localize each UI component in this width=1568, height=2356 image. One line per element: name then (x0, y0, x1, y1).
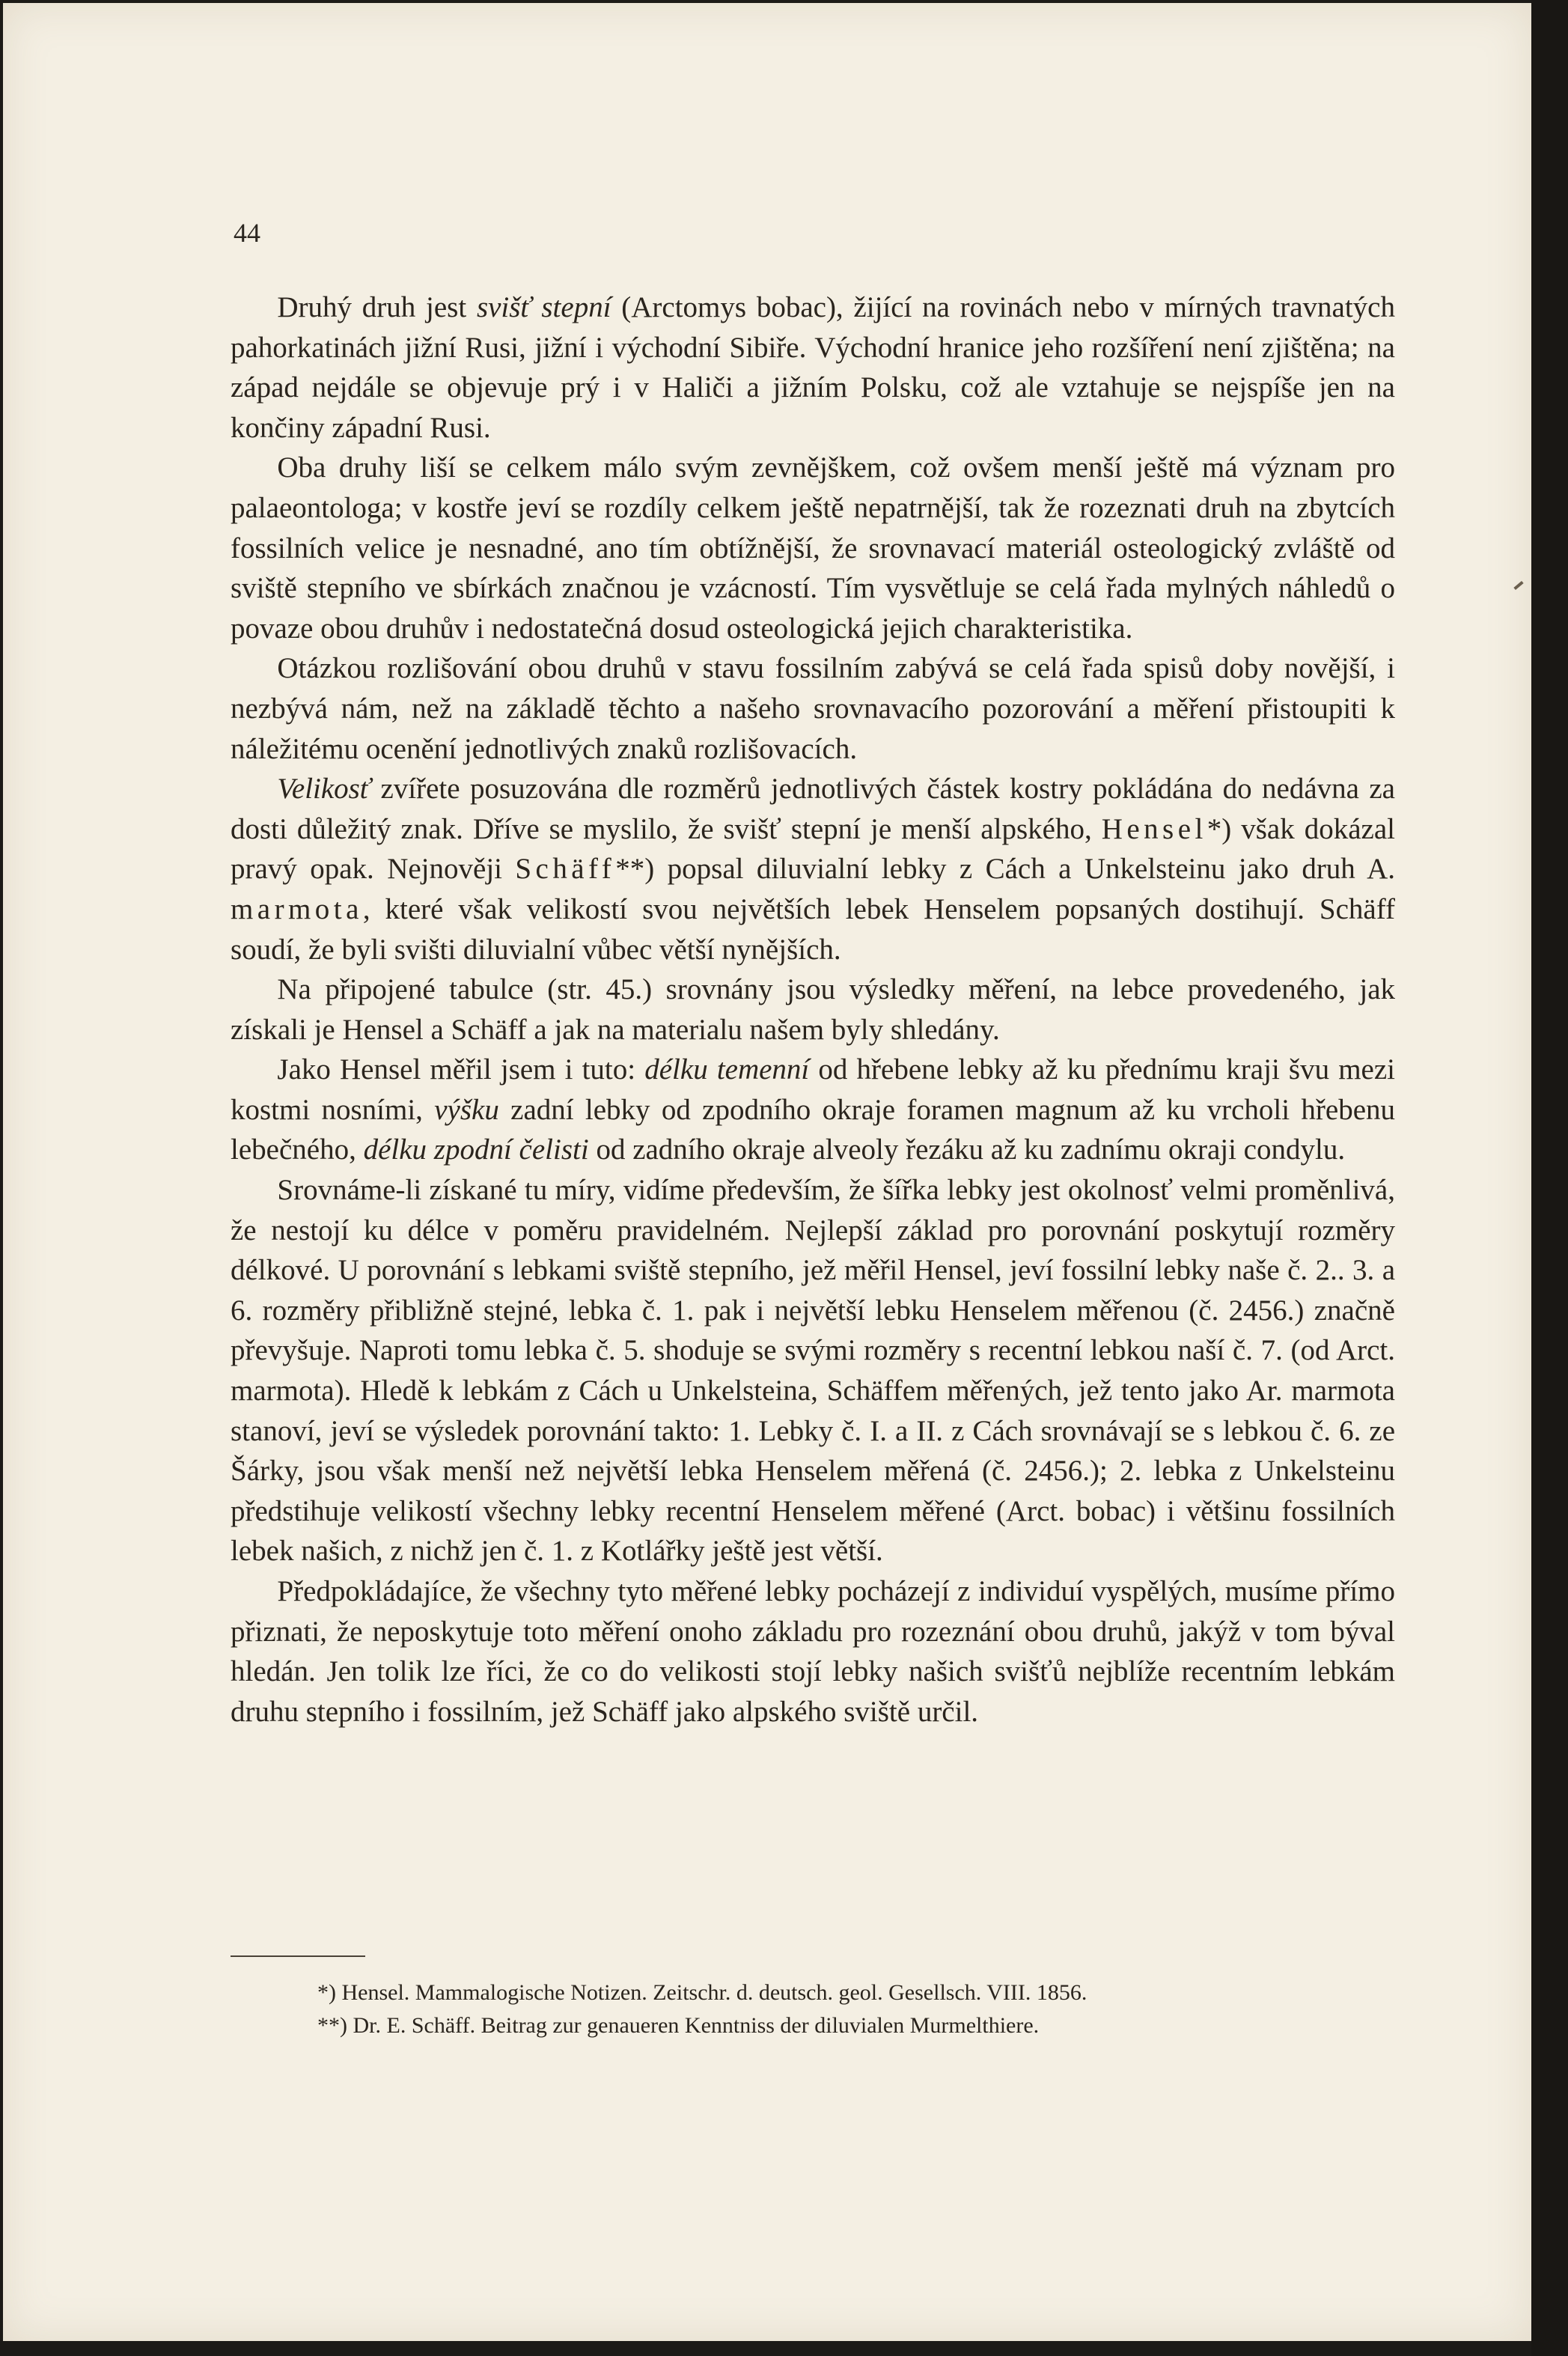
spaced-name: marmota (231, 892, 363, 925)
scan-edge (1531, 0, 1568, 2356)
text-run: Na připojené tabulce (str. 45.) srovnány jsou výsledky měření, na lebce provedeného, jak získali je Hensel a Schäff a jak na materialu našem byly shledány. (231, 973, 1395, 1046)
paragraph (231, 769, 1395, 970)
italic-term: délku temenní (644, 1053, 810, 1086)
body-text (231, 287, 1395, 1732)
paragraph (231, 1050, 1395, 1170)
paragraph (231, 287, 1395, 448)
text-run: Otázkou rozlišování obou druhů v stavu fossilním zabývá se celá řada spisů doby novější, i nezbývá nám, než na základě těchto a našeho srovnavacího pozorování a měření přistoupiti k náležitému ocenění jednotlivých znaků rozlišovacích. (231, 652, 1395, 765)
text-run: , které však velikostí svou největších lebek Henselem popsaných dostihují. Schäff soudí, že byli svišti diluvialní vůbec větší nynějších. (231, 892, 1395, 966)
text-run: *) však dokázal pravý opak. Nejnověji (231, 812, 1396, 886)
footnote-separator (231, 1955, 365, 1957)
text-run: Druhý druh jest (277, 291, 477, 323)
text-run: **) popsal diluvialní lebky z Cách a Unkelsteinu jako druh A. (615, 853, 1395, 886)
paragraph (231, 448, 1395, 648)
book-page (3, 3, 1531, 2341)
italic-term: svišť stepní (476, 291, 611, 323)
footnote-1: *) Hensel. Mammalogische Notizen. Zeitschr. d. deutsch. geol. Gesellsch. VIII. 1856. (317, 1980, 1087, 2005)
paragraph (231, 1571, 1395, 1732)
footnotes (317, 1976, 1395, 2042)
text-run: zadní lebky od zpodního okraje foramen magnum až ku vrcholi hřebenu lebečného, (231, 1093, 1395, 1166)
text-run: Jako Hensel měřil jsem i tuto: (277, 1053, 645, 1086)
italic-term: délku zpodní čelisti (363, 1133, 589, 1166)
text-run: Srovnáme-li získané tu míry, vidíme především, že šířka lebky jest okolnosť velmi proměnlivá, že nestojí ku délce v poměru pravidelném. Nejlepší základ pro porovnání poskytují rozměry délkové. U porovnání s lebkami sviště stepního, jež měřil Hensel, jeví fossilní lebky naše č. 2.. 3. a 6. rozměry přibližně stejné, lebka č. 1. pak i největší lebku Henselem měřenou (č. 2456.) značně převyšuje. Naproti tomu lebka č. 5. shoduje se svými rozměry s recentní lebkou naší č. 7. (od Arct. marmota). Hledě k lebkám z Cách u Unkelsteina, Schäffem měřených, jež tento jako Ar. marmota stanoví, jeví se výsledek porovnání takto: 1. Lebky č. I. a II. z Cách srovnávají se s lebkou č. 6. ze Šárky, jsou však menší než největší lebka Henselem měřená (č. 2456.); 2. lebka z Unkelsteinu předstihuje velikostí všechny lebky recentní Henselem měřené (Arct. bobac) i většinu fossilních lebek našich, z nichž jen č. 1. z Kotlářky ještě jest větší. (231, 1174, 1395, 1568)
text-run: (Arctomys bobac), žijící na rovinách nebo v mírných travnatých pahorkatinách jižní Rusi, jižní i východní Sibiře. Východní hranice jeho rozšíření není zjištěna; na západ nejdále se objevuje prý i v Haliči a jižním Polsku, což ale vztahuje se nejspíše jen na končiny západní Rusi. (231, 291, 1395, 444)
italic-term: Velikosť (277, 773, 371, 806)
text-run: od hřebene lebky až ku přednímu kraji švu mezi kostmi nosními, (231, 1053, 1395, 1126)
page-number: 44 (234, 218, 260, 248)
spaced-name: Schäff (515, 853, 616, 886)
text-run: od zadního okraje alveoly řezáku až ku zadnímu okraji condylu. (588, 1133, 1346, 1166)
text-run: Oba druhy liší se celkem málo svým zevnějškem, což ovšem menší ještě má význam pro palaeontologa; v kostře jeví se rozdíly celkem ještě nepatrnější, tak že rozeznati druh na zbytcích fossilních velice je nesnadné, ano tím obtížnější, že srovnavací materiál osteologický zvláště od sviště stepního ve sbírkách značnou je vzácností. Tím vysvětluje se celá řada mylných náhledů o povaze obou druhův i nedostatečná dosud osteologická jejich charakteristika. (231, 451, 1395, 645)
paragraph (231, 648, 1395, 769)
footnote-2: **) Dr. E. Schäff. Beitrag zur genaueren Kenntniss der diluvialen Murmelthiere. (317, 2013, 1040, 2038)
spaced-name: Hensel (1101, 812, 1207, 845)
margin-mark (1513, 581, 1523, 590)
paragraph (231, 970, 1395, 1050)
text-run: zvířete posuzována dle rozměrů jednotlivých částek kostry pokládána do nedávna za dosti důležitý znak. Dříve se myslilo, že svišť stepní je menší alpského, (231, 773, 1395, 845)
italic-term: výšku (434, 1093, 499, 1126)
text-run: Předpokládajíce, že všechny tyto měřené lebky pocházejí z individuí vyspělých, musíme přímo přiznati, že neposkytuje toto měření onoho základu pro rozeznání obou druhů, jakýž v tom býval hledán. Jen tolik lze říci, že co do velikosti stojí lebky našich svišťů nejblíže recentním lebkám druhu stepního i fossilním, jež Schäff jako alpského sviště určil. (231, 1575, 1395, 1728)
paragraph (231, 1170, 1395, 1571)
